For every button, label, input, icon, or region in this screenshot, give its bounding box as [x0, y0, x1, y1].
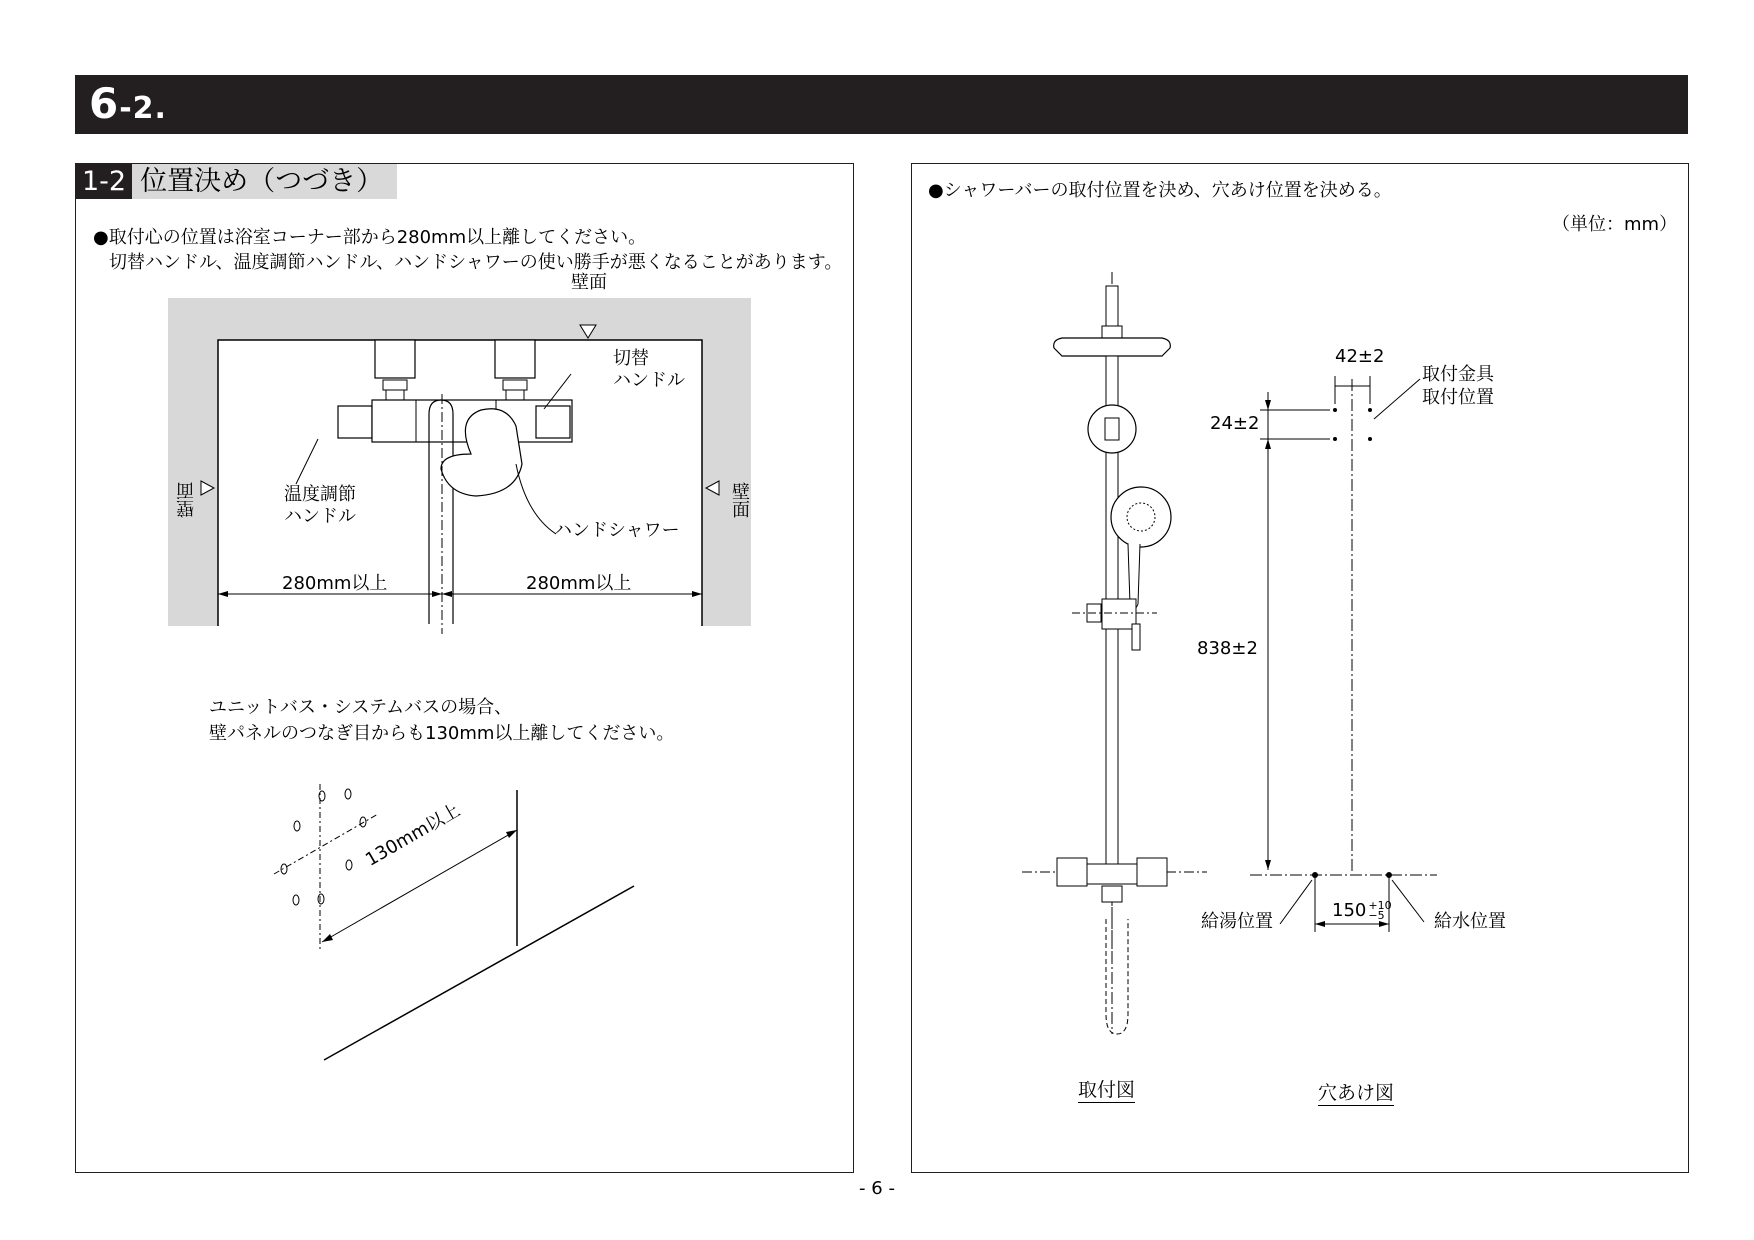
wall-label-left: 壁面: [176, 482, 197, 518]
caption-install-view: 取付図: [1078, 1079, 1136, 1101]
dim-right-280: 280mm以上: [526, 573, 632, 594]
right-panel: [911, 163, 1689, 1173]
shower-bar-note: ●シャワーバーの取付位置を決め、穴あけ位置を決める。: [928, 180, 1392, 201]
dim-left-280: 280mm以上: [282, 573, 388, 594]
distance-note-detail: 切替ハンドル、温度調節ハンドル、ハンドシャワーの使い勝手が悪くなることがあります。: [109, 252, 843, 273]
left-panel: [75, 163, 854, 1173]
temp-handle-label-1: 温度調節: [284, 484, 356, 505]
page-number: - 6 -: [859, 1178, 895, 1199]
unit-bath-note: ユニットバス・システムバスの場合、: [209, 697, 513, 718]
switch-handle-label-2: ハンドル: [613, 370, 685, 391]
bracket-label-1: 取付金具: [1422, 364, 1494, 385]
unit-bath-note-detail: 壁パネルのつなぎ目からも130mm以上離してください。: [209, 723, 675, 744]
distance-note: ●取付心の位置は浴室コーナー部から280mm以上離してください。: [93, 227, 647, 248]
unit-note: （単位：mm）: [1552, 214, 1678, 235]
hot-water-position-label: 給湯位置: [1201, 911, 1273, 932]
dim-150: 150 +10 −5: [1332, 899, 1392, 922]
dim-838: 838±2: [1197, 638, 1258, 659]
dim-42: 42±2: [1335, 346, 1385, 367]
section-number: 1-2: [76, 164, 132, 199]
temp-handle-label-2: ハンドル: [284, 506, 356, 527]
chapter-number: 6-2.: [89, 79, 167, 128]
caption-hole-view: 穴あけ図: [1318, 1082, 1395, 1104]
cold-water-position-label: 給水位置: [1434, 911, 1506, 932]
wall-label-right: 壁面: [729, 482, 750, 518]
dim-130: 130mm以上: [362, 799, 464, 871]
switch-handle-label-1: 切替: [613, 348, 649, 369]
installation-diagram: [912, 164, 1690, 1174]
section-title: 位置決め（つづき）: [132, 164, 397, 199]
wall-label-top: 壁面: [571, 272, 607, 293]
panel-joint-diagram: [76, 164, 855, 1174]
bracket-label-2: 取付位置: [1422, 387, 1494, 408]
chapter-header-bar: [75, 75, 1688, 134]
hand-shower-label: ハンドシャワー: [554, 520, 680, 541]
dim-24: 24±2: [1210, 413, 1260, 434]
